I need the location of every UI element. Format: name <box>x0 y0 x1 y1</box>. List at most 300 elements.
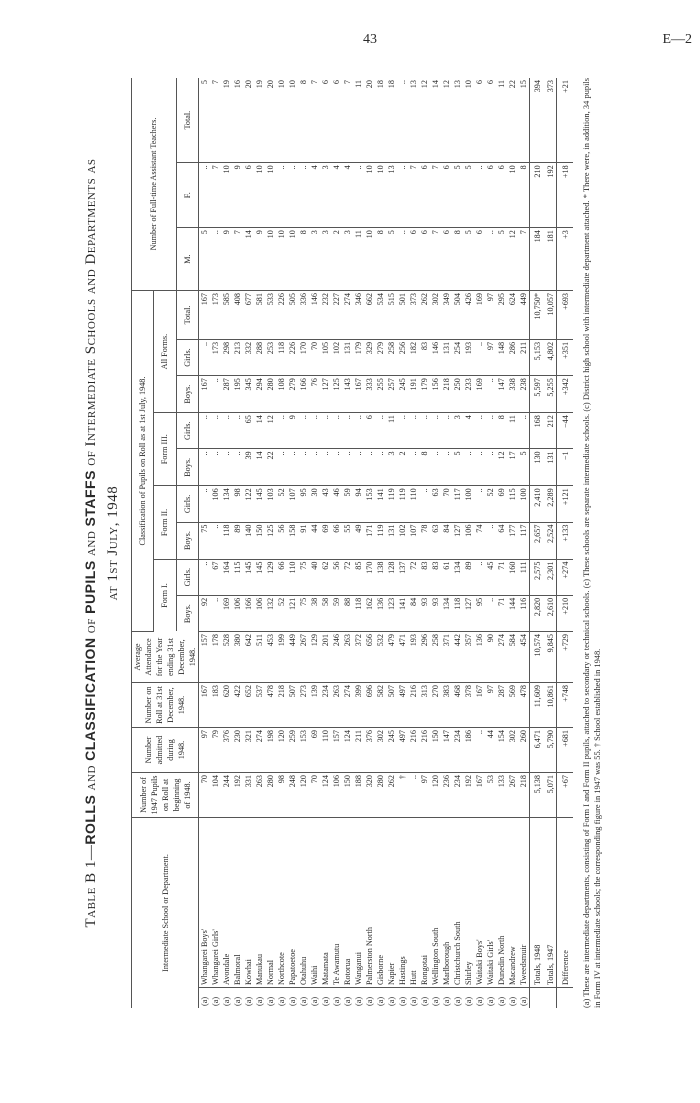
table-cell: 69 <box>320 522 331 559</box>
table-cell: 4 <box>463 413 474 449</box>
table-cell: 129 <box>265 559 276 595</box>
col-teachers: Number of Full-time Assistant Teachers. <box>132 78 177 291</box>
table-cell: .. <box>430 449 441 486</box>
table-cell: 677 <box>243 291 254 340</box>
table-cell: .. <box>485 595 496 631</box>
table-cell: 7 <box>430 228 441 291</box>
table-cell: 262 <box>386 773 397 818</box>
table-row <box>518 78 530 1008</box>
table-cell: 6 <box>496 163 507 228</box>
table-cell: .. <box>320 449 331 486</box>
row-marker <box>557 988 574 1009</box>
table-row <box>397 78 408 1008</box>
table-cell: 652 <box>243 683 254 728</box>
table-cell: 294 <box>254 376 265 413</box>
table-cell: 478 <box>518 683 530 728</box>
table-cell: 52 <box>276 486 287 522</box>
table-cell: 94 <box>353 486 364 522</box>
table-cell: 338 <box>507 376 518 413</box>
table-cell: 118 <box>276 339 287 375</box>
table-cell: 145 <box>254 559 265 595</box>
table-cell: 167 <box>474 683 485 728</box>
table-cell: 313 <box>419 683 430 728</box>
table-cell: 296 <box>419 632 430 683</box>
table-cell: 3 <box>452 413 463 449</box>
table-cell: +3 <box>557 228 574 291</box>
table-cell: 111 <box>518 559 530 595</box>
table-cell: 10 <box>276 228 287 291</box>
table-cell: 106 <box>331 773 342 818</box>
table-cell: 274 <box>342 683 353 728</box>
table-cell: 267 <box>507 773 518 818</box>
row-marker: (a) <box>343 996 352 1006</box>
table-cell: −44 <box>557 413 574 449</box>
table-cell: 10,057 <box>543 291 557 340</box>
table-cell: 154 <box>496 728 507 773</box>
table-cell: 10 <box>375 163 386 228</box>
col-school: Intermediate School or Department. <box>132 818 199 1009</box>
table-cell: 145 <box>243 559 254 595</box>
table-cell: 19 <box>254 78 265 163</box>
table-cell: 2 <box>331 228 342 291</box>
table-cell: 254 <box>452 339 463 375</box>
table-cell: 150 <box>254 522 265 559</box>
table-cell: .. <box>298 413 309 449</box>
table-cell: 250 <box>452 376 463 413</box>
table-row <box>496 78 507 1008</box>
table-cell: 11 <box>353 78 364 163</box>
table-cell: 422 <box>232 683 243 728</box>
table-cell: .. <box>199 486 211 522</box>
row-marker: (a) <box>255 996 264 1006</box>
table-cell: 127 <box>463 595 474 631</box>
row-marker: (a) <box>420 996 429 1006</box>
table-cell: 2,524 <box>543 522 557 559</box>
table-cell: 2,820 <box>530 595 544 631</box>
footnote-a: (a) These are intermediate departments, consisting of Form I and Form II pupils, attached to secondary or technical schools. <box>582 590 591 1008</box>
table-cell: 12 <box>441 78 452 163</box>
table-cell: 130 <box>530 449 544 486</box>
table-cell: 139 <box>309 683 320 728</box>
table-cell: 6 <box>419 163 430 228</box>
table-cell: 468 <box>452 683 463 728</box>
row-marker: (a) <box>222 996 231 1006</box>
table-cell: .. <box>210 595 221 631</box>
table-cell: 64 <box>496 522 507 559</box>
table-cell: 6 <box>408 228 419 291</box>
col-all-girls: Girls. <box>176 339 198 375</box>
table-cell: 280 <box>265 376 276 413</box>
table-cell: 186 <box>463 728 474 773</box>
table-cell: 218 <box>518 773 530 818</box>
table-cell: 267 <box>298 632 309 683</box>
table-cell: .. <box>474 728 485 773</box>
table-cell: .. <box>397 228 408 291</box>
table-cell: .. <box>485 449 496 486</box>
table-cell: +18 <box>557 163 574 228</box>
table-cell: 97 <box>485 339 496 375</box>
table-cell: 372 <box>353 632 364 683</box>
school-name: Hastings <box>397 818 408 988</box>
table-cell: .. <box>485 228 496 291</box>
table-cell: .. <box>430 413 441 449</box>
table-row <box>463 78 474 1008</box>
table-cell: 11 <box>496 78 507 163</box>
table-cell: 2,657 <box>530 522 544 559</box>
table-cell: 270 <box>430 683 441 728</box>
row-marker: (a) <box>464 996 473 1006</box>
table-cell: 478 <box>265 683 276 728</box>
table-cell: 332 <box>243 339 254 375</box>
table-cell: .. <box>353 163 364 228</box>
table-cell: 211 <box>353 728 364 773</box>
table-cell: 287 <box>221 376 232 413</box>
table-cell: 226 <box>287 339 298 375</box>
col-form3-girls: Girls. <box>176 413 198 449</box>
table-cell: 408 <box>232 291 243 340</box>
table-cell: 584 <box>507 632 518 683</box>
table-cell: 140 <box>243 522 254 559</box>
school-name: Waihi <box>309 818 320 988</box>
table-cell: .. <box>199 559 211 595</box>
table-cell: 59 <box>342 486 353 522</box>
table-cell: 9,845 <box>543 632 557 683</box>
table-cell: .. <box>485 522 496 559</box>
table-cell: 100 <box>463 486 474 522</box>
table-cell: 107 <box>408 522 419 559</box>
table-cell: 84 <box>441 522 452 559</box>
table-cell: .. <box>474 163 485 228</box>
table-cell: 91 <box>298 522 309 559</box>
table-cell: .. <box>199 413 211 449</box>
school-name: Totals, 1948 <box>530 818 544 988</box>
table-cell: 8 <box>375 228 386 291</box>
table-cell: 273 <box>298 683 309 728</box>
table-cell: 5 <box>199 78 211 163</box>
row-marker: (a) <box>365 996 374 1006</box>
table-cell: 89 <box>232 522 243 559</box>
table-cell: 13 <box>452 78 463 163</box>
table-cell: 66 <box>276 559 287 595</box>
table-cell: 260 <box>518 728 530 773</box>
table-cell: 6 <box>474 228 485 291</box>
table-cell: 144 <box>507 595 518 631</box>
table-cell: 15 <box>518 78 530 163</box>
row-marker: (a) <box>288 996 297 1006</box>
table-cell: +681 <box>557 728 574 773</box>
table-cell: 115 <box>232 559 243 595</box>
table-cell: 129 <box>309 632 320 683</box>
rolls-table <box>131 78 573 1008</box>
table-cell: 153 <box>298 728 309 773</box>
row-marker: (a) <box>508 996 517 1006</box>
table-cell: 141 <box>397 595 408 631</box>
col-all-boys: Boys. <box>176 376 198 413</box>
table-cell: 167 <box>474 773 485 818</box>
table-cell: .. <box>474 413 485 449</box>
table-cell: 158 <box>287 522 298 559</box>
table-row <box>530 78 544 1008</box>
table-cell: 226 <box>276 291 287 340</box>
table-cell: 279 <box>287 376 298 413</box>
table-cell: 533 <box>265 291 276 340</box>
table-cell: 9 <box>254 228 265 291</box>
table-cell: 210 <box>530 163 544 228</box>
table-cell: 274 <box>342 291 353 340</box>
table-cell: 123 <box>386 595 397 631</box>
table-cell: 3 <box>309 228 320 291</box>
school-name: Wanganui <box>353 818 364 988</box>
table-cell: 97 <box>485 291 496 340</box>
table-cell: 119 <box>375 522 386 559</box>
table-cell: 97 <box>199 728 211 773</box>
table-cell: 6 <box>243 163 254 228</box>
table-cell: 9 <box>232 163 243 228</box>
school-name: Rongotai <box>419 818 430 988</box>
table-cell: 5,138 <box>530 773 544 818</box>
table-cell: 170 <box>364 559 375 595</box>
table-cell: 227 <box>331 291 342 340</box>
table-row <box>276 78 287 1008</box>
school-name: Hutt <box>408 818 419 988</box>
table-cell: .. <box>397 413 408 449</box>
col-form2-girls: Girls. <box>176 486 198 522</box>
table-cell: 84 <box>408 595 419 631</box>
table-cell: 10 <box>265 228 276 291</box>
table-cell: 76 <box>309 376 320 413</box>
table-cell: 497 <box>397 683 408 728</box>
school-name: Matamata <box>320 818 331 988</box>
table-cell: .. <box>474 559 485 595</box>
school-name: Christchurch South <box>452 818 463 988</box>
table-cell: 169 <box>474 376 485 413</box>
table-cell: 5 <box>452 449 463 486</box>
table-cell: 30 <box>309 486 320 522</box>
footnotes <box>581 78 603 1008</box>
table-row <box>243 78 254 1008</box>
footnote-c: (c) These schools are separate intermediate schools. <box>582 413 591 589</box>
table-cell: 40 <box>309 559 320 595</box>
table-cell: 10 <box>287 228 298 291</box>
table-cell: 122 <box>243 486 254 522</box>
table-cell: −1 <box>557 449 574 486</box>
table-cell: 5,597 <box>530 376 544 413</box>
school-name: Waitaki Girls' <box>485 818 496 988</box>
table-cell: 7 <box>408 163 419 228</box>
table-cell: 19 <box>221 78 232 163</box>
table-cell: 238 <box>518 376 530 413</box>
table-cell: 399 <box>353 683 364 728</box>
table-row <box>364 78 375 1008</box>
table-cell: 168 <box>530 413 544 449</box>
table-cell: 218 <box>276 683 287 728</box>
table-cell: 146 <box>430 339 441 375</box>
table-cell: .. <box>342 413 353 449</box>
table-cell: 14 <box>254 413 265 449</box>
row-marker: (a) <box>266 996 275 1006</box>
table-cell: 585 <box>221 291 232 340</box>
table-cell: 63 <box>430 486 441 522</box>
table-cell: 201 <box>320 632 331 683</box>
table-cell: 371 <box>441 632 452 683</box>
table-cell: 6 <box>485 78 496 163</box>
table-cell: 449 <box>287 632 298 683</box>
table-cell: 102 <box>397 522 408 559</box>
table-cell: 8 <box>419 449 430 486</box>
table-cell: 7 <box>210 163 221 228</box>
school-name: Difference <box>557 818 574 988</box>
table-cell: .. <box>210 522 221 559</box>
table-cell: 505 <box>287 291 298 340</box>
col-form1: Form I. <box>154 559 176 631</box>
rotated-table-block <box>80 78 640 1008</box>
table-cell: 7 <box>518 228 530 291</box>
table-cell: 110 <box>320 728 331 773</box>
table-cell: 20 <box>265 78 276 163</box>
table-cell: 62 <box>320 559 331 595</box>
table-cell: 620 <box>221 683 232 728</box>
table-cell: .. <box>485 413 496 449</box>
row-marker: (a) <box>321 996 330 1006</box>
table-cell: 131 <box>342 339 353 375</box>
row-marker: (a) <box>486 996 495 1006</box>
table-cell: .. <box>210 413 221 449</box>
table-cell: 145 <box>254 486 265 522</box>
table-cell: 93 <box>430 595 441 631</box>
table-cell: 234 <box>452 728 463 773</box>
table-cell: 46 <box>331 486 342 522</box>
table-cell: 192 <box>463 773 474 818</box>
table-cell: .. <box>199 339 211 375</box>
table-row <box>419 78 430 1008</box>
table-cell: 528 <box>221 632 232 683</box>
table-cell: 257 <box>386 376 397 413</box>
table-cell: 333 <box>364 376 375 413</box>
row-marker: (a) <box>398 996 407 1006</box>
table-cell: 279 <box>375 339 386 375</box>
table-cell: .. <box>419 486 430 522</box>
table-cell: 157 <box>199 632 211 683</box>
row-marker: (a) <box>299 996 308 1006</box>
table-cell: 12 <box>496 449 507 486</box>
table-cell: 380 <box>232 632 243 683</box>
table-cell: 105 <box>320 339 331 375</box>
table-row <box>221 78 232 1008</box>
table-cell: 497 <box>397 728 408 773</box>
table-cell: 376 <box>364 728 375 773</box>
table-cell: 162 <box>364 595 375 631</box>
table-cell: .. <box>353 413 364 449</box>
col-form2: Form II. <box>154 486 176 559</box>
title-of: of <box>83 618 99 634</box>
table-cell: 78 <box>419 522 430 559</box>
table-cell: .. <box>298 163 309 228</box>
table-cell: 106 <box>232 595 243 631</box>
table-cell: 45 <box>485 559 496 595</box>
table-cell: 125 <box>331 376 342 413</box>
table-cell: 106 <box>210 486 221 522</box>
table-cell: 49 <box>353 522 364 559</box>
table-cell: 106 <box>463 522 474 559</box>
table-cell: 8 <box>298 228 309 291</box>
table-cell: .. <box>474 449 485 486</box>
table-cell: 14 <box>243 228 254 291</box>
row-marker: (a) <box>453 996 462 1006</box>
table-cell: 71 <box>496 595 507 631</box>
table-cell: .. <box>199 449 211 486</box>
table-cell: 329 <box>364 339 375 375</box>
table-cell: .. <box>276 449 287 486</box>
table-cell: 169 <box>474 291 485 340</box>
table-cell: 134 <box>452 559 463 595</box>
school-name: Whangarei Boys' <box>199 818 211 988</box>
table-cell: 102 <box>331 339 342 375</box>
table-cell: .. <box>331 413 342 449</box>
table-cell: 442 <box>452 632 463 683</box>
table-cell: .. <box>320 413 331 449</box>
table-cell: 166 <box>243 595 254 631</box>
table-cell: 88 <box>342 595 353 631</box>
table-cell: 16 <box>232 78 243 163</box>
school-name: Northcote <box>276 818 287 988</box>
table-cell: 383 <box>441 683 452 728</box>
row-marker: (a) <box>376 996 385 1006</box>
row-marker: (a) <box>277 996 286 1006</box>
table-cell: 20 <box>364 78 375 163</box>
table-cell: 216 <box>408 728 419 773</box>
table-cell: 4 <box>342 163 353 228</box>
table-cell: 345 <box>243 376 254 413</box>
table-cell: 10 <box>364 163 375 228</box>
table-cell: 107 <box>287 486 298 522</box>
row-marker <box>543 988 557 1009</box>
title-rolls: ROLLS <box>82 794 98 845</box>
table-cell: 98 <box>232 486 243 522</box>
col-roll-dec: Number on Roll at 31st December, 1948. <box>132 683 199 728</box>
table-cell: 14 <box>254 449 265 486</box>
table-cell: 286 <box>507 339 518 375</box>
school-name: Macandrew <box>507 818 518 988</box>
table-cell: 56 <box>331 559 342 595</box>
table-cell: 656 <box>364 632 375 683</box>
table-cell: 92 <box>199 595 211 631</box>
row-marker: (a) <box>497 996 506 1006</box>
table-cell: 245 <box>397 376 408 413</box>
table-cell: 11 <box>353 228 364 291</box>
table-cell: 128 <box>386 559 397 595</box>
table-cell: 58 <box>320 595 331 631</box>
table-cell: 5,790 <box>543 728 557 773</box>
table-cell: 9 <box>221 228 232 291</box>
school-name: Shirley <box>463 818 474 988</box>
table-cell: 90 <box>485 632 496 683</box>
table-cell: 103 <box>265 486 276 522</box>
table-cell: 199 <box>276 632 287 683</box>
table-cell: 6,471 <box>530 728 544 773</box>
school-name: Whangarei Girls' <box>210 818 221 988</box>
table-cell: 177 <box>507 522 518 559</box>
table-cell: 504 <box>452 291 463 340</box>
table-cell: 5 <box>386 228 397 291</box>
table-cell: 173 <box>210 339 221 375</box>
table-cell: 9 <box>287 413 298 449</box>
table-cell: .. <box>287 163 298 228</box>
table-cell: 6 <box>320 78 331 163</box>
table-cell: 2,575 <box>530 559 544 595</box>
table-cell: 5 <box>199 228 211 291</box>
table-row <box>408 78 419 1008</box>
table-cell: 167 <box>199 376 211 413</box>
